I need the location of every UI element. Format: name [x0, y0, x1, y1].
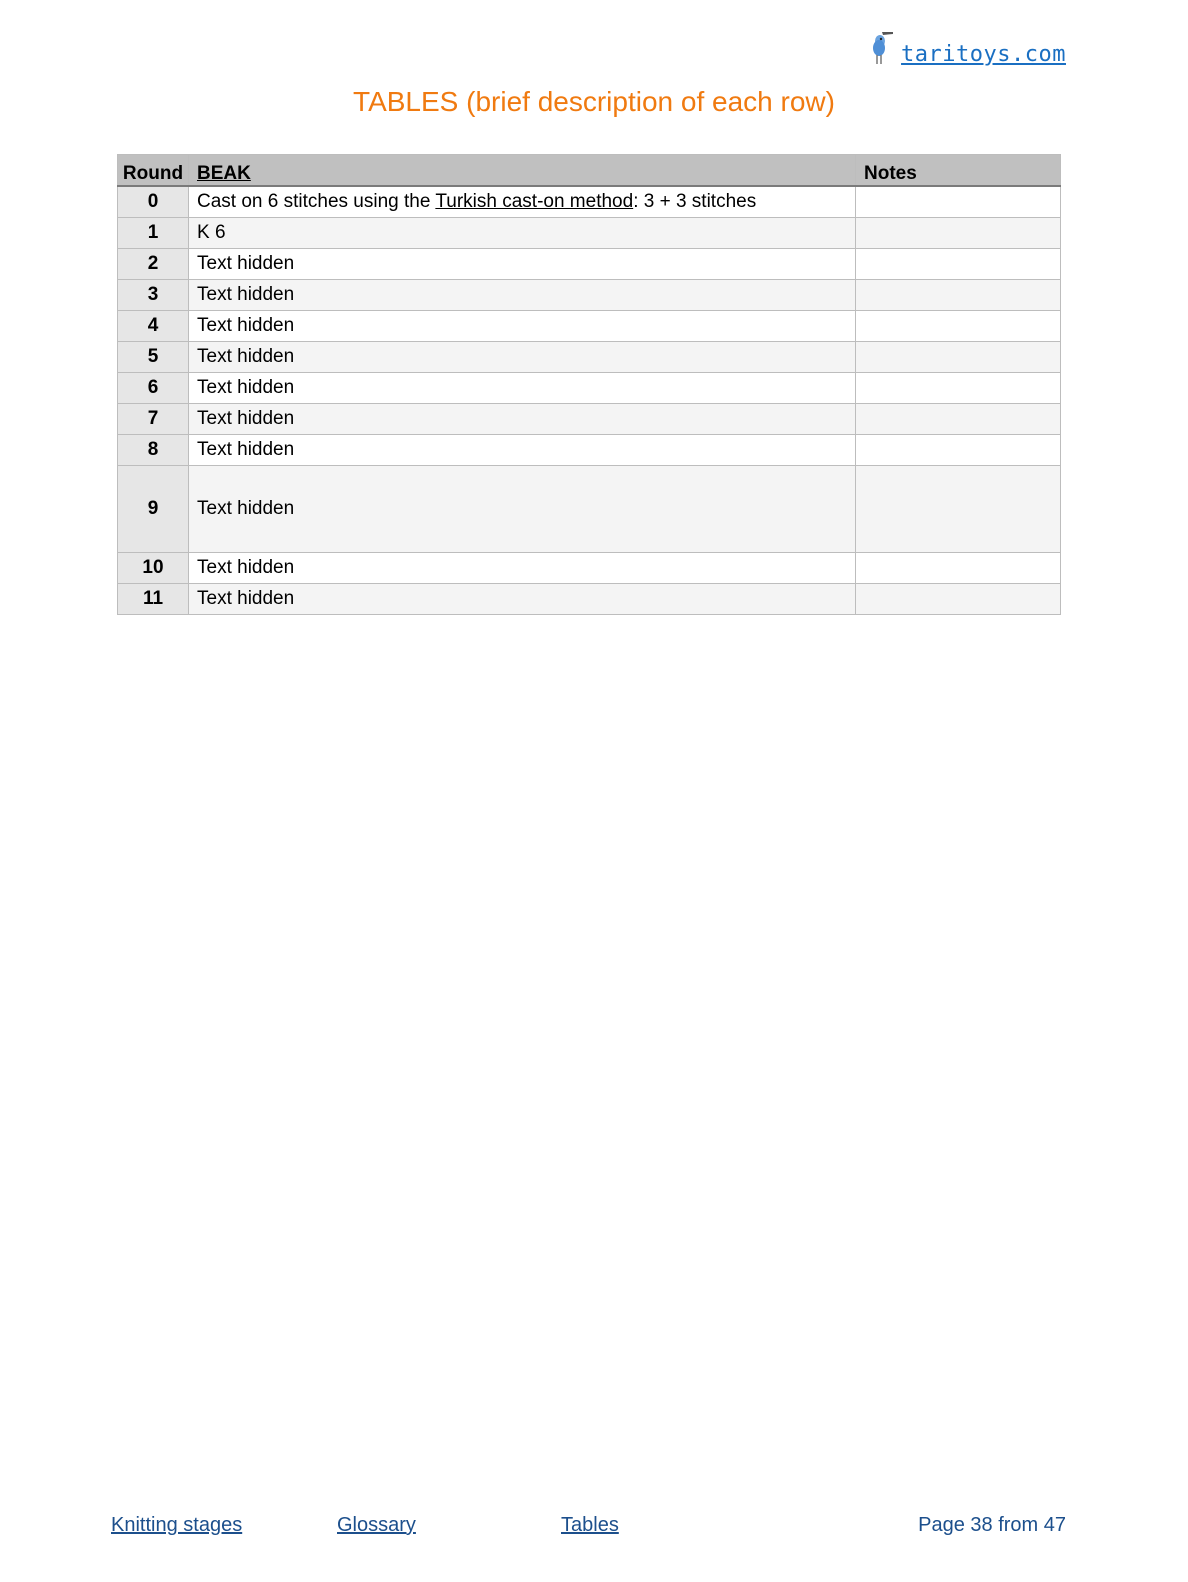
- glossary-link[interactable]: Glossary: [337, 1514, 416, 1536]
- knitting-stages-link[interactable]: Knitting stages: [111, 1514, 243, 1536]
- round-number: 6: [118, 372, 189, 403]
- row-notes: [856, 341, 1061, 372]
- page-title: TABLES (brief description of each row): [353, 86, 835, 117]
- row-notes: [856, 310, 1061, 341]
- section-title-beak: BEAK: [197, 163, 251, 184]
- row-description: Text hidden: [189, 310, 856, 341]
- row-notes: [856, 217, 1061, 248]
- round-number: 1: [118, 217, 189, 248]
- row-notes: [856, 279, 1061, 310]
- column-header-beak: [189, 155, 856, 187]
- round-number: 3: [118, 279, 189, 310]
- table-row: [118, 341, 1061, 372]
- turkish-cast-on-link[interactable]: Turkish cast-on method: [435, 190, 634, 212]
- column-header-round: Round: [118, 155, 189, 187]
- round-number: 9: [118, 465, 189, 552]
- table-row: [118, 279, 1061, 310]
- round-number: 4: [118, 310, 189, 341]
- round-number: 5: [118, 341, 189, 372]
- round-number: 8: [118, 434, 189, 465]
- row-description: [189, 186, 856, 217]
- row-notes: [856, 434, 1061, 465]
- table-row: [118, 217, 1061, 248]
- row-text: : 3 + 3 stitches: [633, 190, 757, 212]
- site-link-text[interactable]: taritoys.com: [901, 42, 1066, 67]
- row-description: Text hidden: [189, 583, 856, 614]
- row-description: Text hidden: [189, 552, 856, 583]
- table-row: [118, 552, 1061, 583]
- row-notes: [856, 248, 1061, 279]
- table-header-row: [118, 155, 1061, 187]
- row-notes: [856, 186, 1061, 217]
- tables-link[interactable]: Tables: [561, 1514, 619, 1536]
- round-number: 2: [118, 248, 189, 279]
- row-notes: [856, 552, 1061, 583]
- site-link[interactable]: [869, 30, 1066, 66]
- column-header-notes: Notes: [856, 155, 1061, 187]
- row-description: Text hidden: [189, 248, 856, 279]
- table-row: [118, 248, 1061, 279]
- table-row: [118, 372, 1061, 403]
- table-row: [118, 186, 1061, 217]
- round-number: 10: [118, 552, 189, 583]
- row-description: Text hidden: [189, 465, 856, 552]
- beak-table: [117, 154, 1061, 615]
- row-notes: [856, 372, 1061, 403]
- round-number: 7: [118, 403, 189, 434]
- footer-nav: [0, 1514, 1188, 1544]
- table-row: [118, 465, 1061, 552]
- row-notes: [856, 465, 1061, 552]
- round-number: 11: [118, 583, 189, 614]
- row-description: Text hidden: [189, 372, 856, 403]
- table-row: [118, 403, 1061, 434]
- bird-logo-icon: [869, 30, 895, 66]
- row-description: K 6: [189, 217, 856, 248]
- round-number: 0: [118, 186, 189, 217]
- table-row: [118, 434, 1061, 465]
- table-row: [118, 310, 1061, 341]
- table-row: [118, 583, 1061, 614]
- row-text: Cast on 6 stitches using the: [197, 190, 436, 212]
- row-description: Text hidden: [189, 434, 856, 465]
- row-description: Text hidden: [189, 403, 856, 434]
- row-description: Text hidden: [189, 341, 856, 372]
- row-notes: [856, 583, 1061, 614]
- page-number: Page 38 from 47: [918, 1514, 1066, 1536]
- row-description: Text hidden: [189, 279, 856, 310]
- row-notes: [856, 403, 1061, 434]
